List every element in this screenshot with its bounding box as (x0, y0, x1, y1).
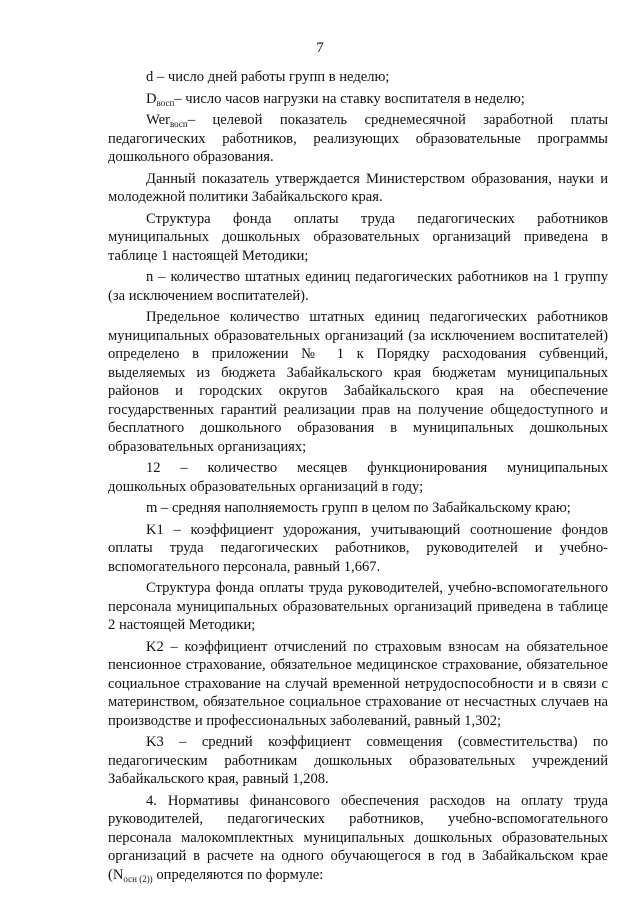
paragraph: K1 – коэффициент удорожания, учитывающий соотношение фондов оплаты труда педагогических работников, руководителей и учебно-вспомогательного персонала, равный 1,667. (108, 521, 608, 575)
paragraph: 4. Нормативы финансового обеспечения расходов на оплату труда руководителей, педагогических работников, учебно-вспомогательного персонала малокомплектных муниципальных дошкольных образовательных организаций в расчете на одного обучающегося в год в Забайкальском крае ($N_{осн (2))}$ определяются по формуле: (108, 792, 608, 884)
paragraph: Данный показатель утверждается Министерством образования, науки и молодежной политики Забайкальского края. (108, 170, 608, 205)
paragraph: Wer$_{восп}$– целевой показатель среднемесячной заработной платы педагогических работников, реализующих образовательные программы дошкольного образования. (108, 112, 608, 165)
paragraph: K2 – коэффициент отчислений по страховым взносам на обязательное пенсионное страхование, обязательное медицинское страхование, обязательное социальное страхование на случай временной нетрудоспособности и в связи с материнством, обязательное социальное страхование от несчастных случаев на производстве и профессиональных заболеваний, равный 1,302; (108, 638, 608, 729)
paragraph: 12 – количество месяцев функционирования муниципальных дошкольных образовательных организаций в году; (108, 460, 608, 495)
paragraph: Структура фонда оплаты труда руководителей, учебно-вспомогательного персонала муниципальных образовательных организаций приведена в таблице 2 настоящей Методики; (108, 580, 608, 633)
paragraph: K3 – средний коэффициент совмещения (совместительства) по педагогическим работникам дошкольных образовательных учреждений Забайкальского края, равный 1,208. (108, 734, 608, 787)
paragraph: n – количество штатных единиц педагогических работников на 1 группу (за исключением воспитателей). (108, 269, 608, 304)
paragraph: $D_{восп}-$ число часов нагрузки на ставку воспитателя в неделю; (146, 90, 525, 108)
page-number: 7 (316, 40, 324, 56)
paragraph: Предельное количество штатных единиц педагогических работников муниципальных образовательных организаций (за исключением воспитателей) определено в приложении № 1 к Порядку расходования субвенций, выделяемых из бюджета Забайкальского края бюджетам муниципальных районов и городских округов Забайкальского края на обеспечение государственных гарантий реализации прав на получение общедоступного и бесплатного дошкольного образования в муниципальных дошкольных образовательных организациях; (108, 309, 608, 455)
paragraph: d – число дней работы групп в неделю; (146, 69, 390, 85)
paragraph: m – средняя наполняемость групп в целом по Забайкальскому краю; (146, 500, 571, 516)
document-body (108, 68, 608, 887)
paragraph: Структура фонда оплаты труда педагогических работников муниципальных дошкольных образовательных организаций приведена в таблице 1 настоящей Методики; (108, 210, 608, 264)
